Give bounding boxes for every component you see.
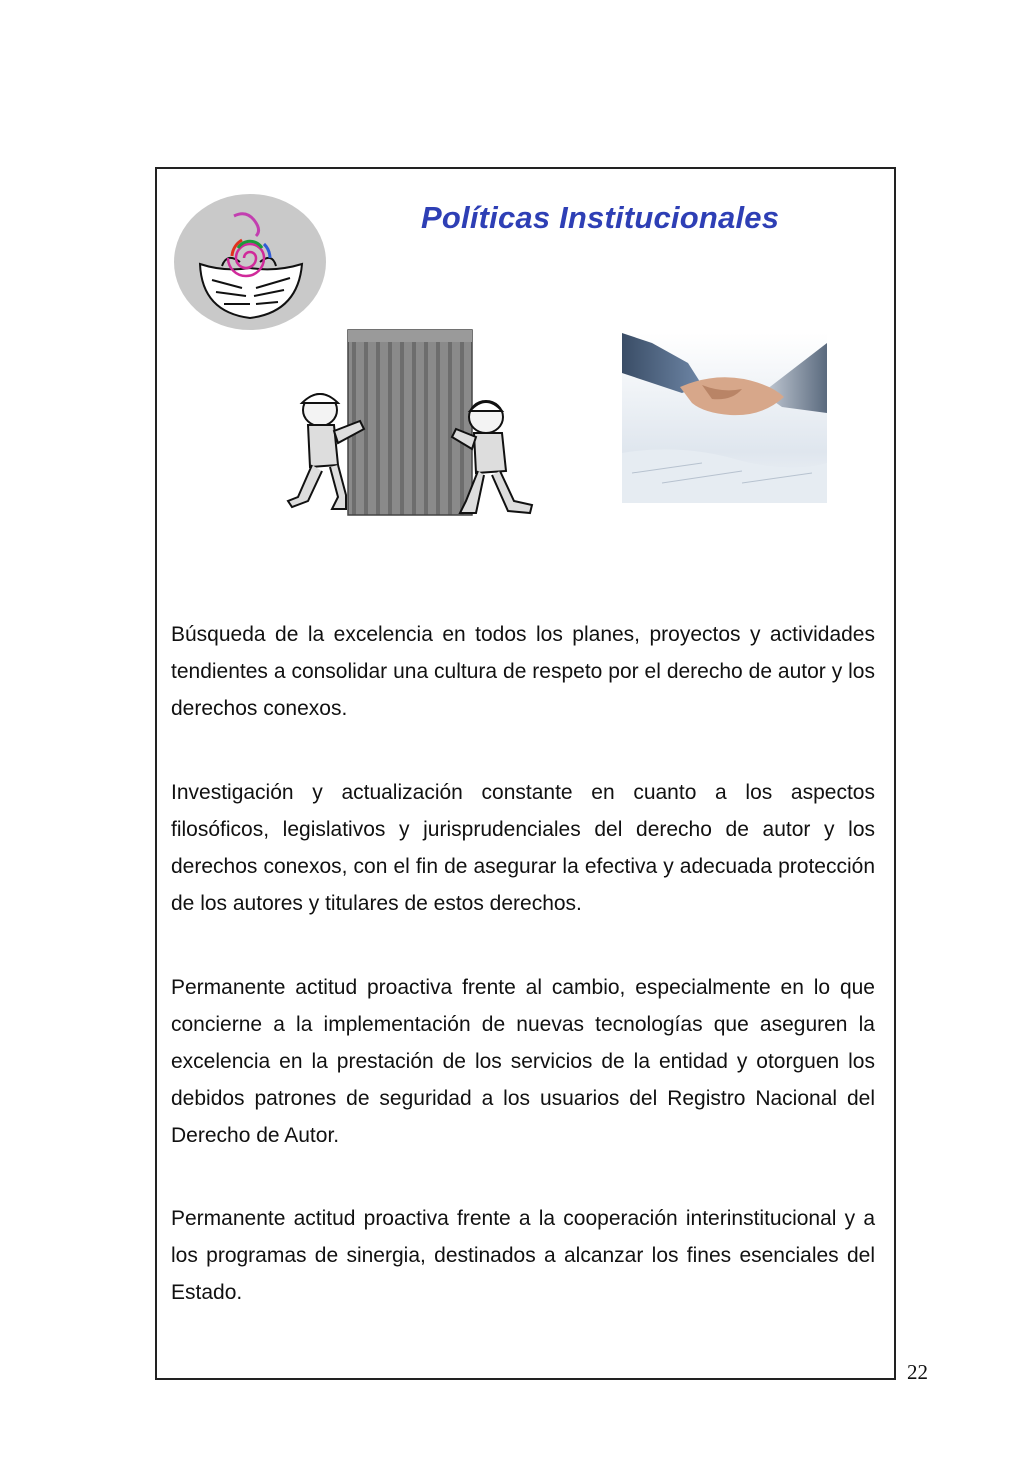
page-number: 22 xyxy=(907,1360,928,1384)
policy-paragraph-4: Permanente actitud proactiva frente a la cooperación interinstitucional y a los programas de sinergia, destinados a alcanzar los fines esenciales del Estado. xyxy=(171,1207,875,1304)
hands-spiral-logo-icon xyxy=(172,192,328,332)
workers-carrying-panel-icon xyxy=(280,325,542,525)
page-title: Políticas Institucionales xyxy=(421,200,780,235)
policy-paragraph-3: Permanente actitud proactiva frente al cambio, especialmente en lo que concierne a la implementación de nuevas tecnologías que aseguren la excelencia en la prestación de los servicios de la entidad y otorguen los debidos patrones de seguridad a los usuarios del Registro Nacional del Derecho de Autor. xyxy=(171,976,875,1147)
policy-paragraph-2: Investigación y actualización constante en cuanto a los aspectos filosóficos, legislativos y jurisprudenciales del derecho de autor y los derechos conexos, con el fin de asegurar la efectiva y adecuada protección de los autores y titulares de estos derechos. xyxy=(171,781,875,915)
handshake-photo-icon xyxy=(622,333,827,503)
policy-paragraph-1: Búsqueda de la excelencia en todos los planes, proyectos y actividades tendientes a consolidar una cultura de respeto por el derecho de autor y los derechos conexos. xyxy=(171,623,875,720)
